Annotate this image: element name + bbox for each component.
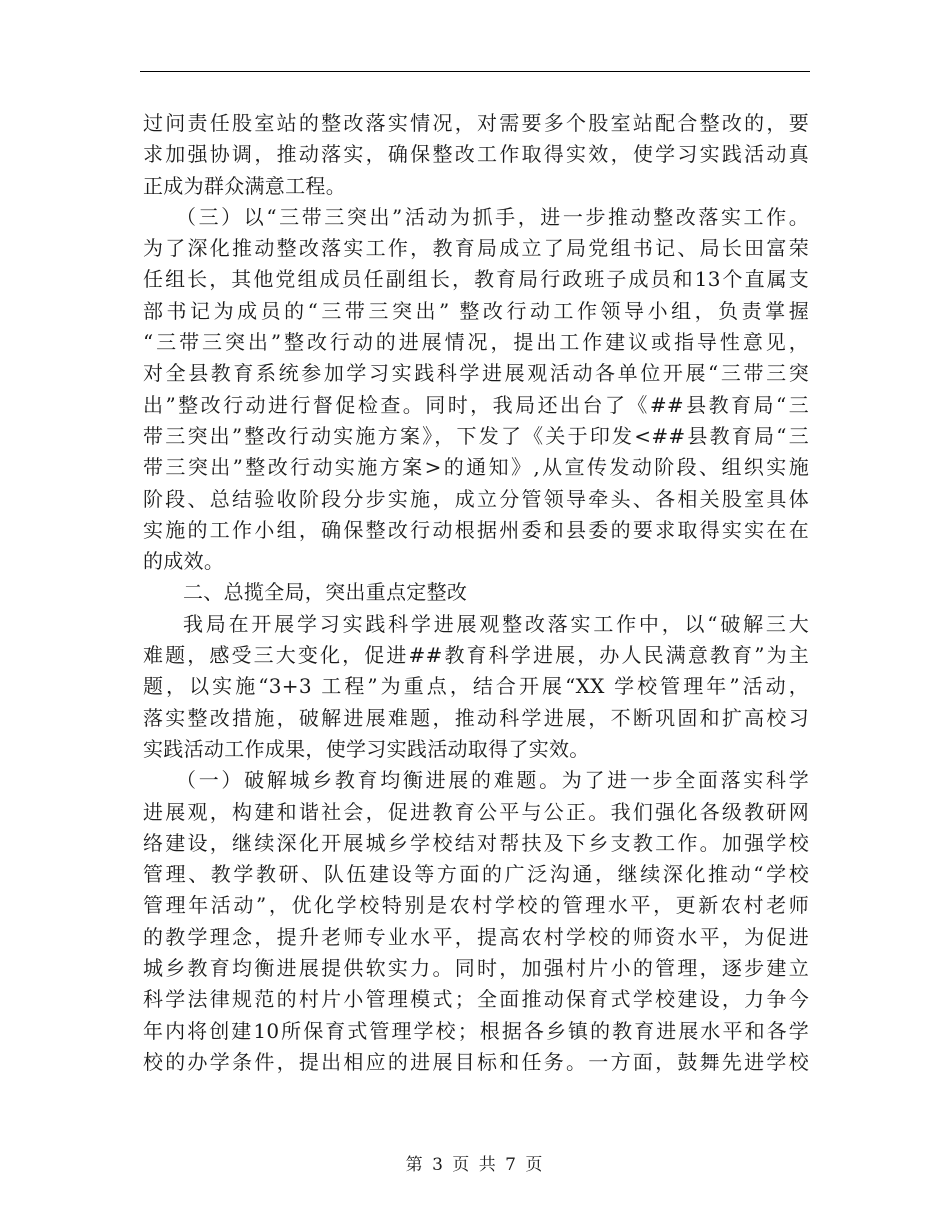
text-line: 部书记为成员的“三带三突出” 整改行动工作领导小组，负责掌握 [143,298,809,323]
section-heading: （三）以“三带三突出”活动为抓手，进一步推动整改落实工作。 [176,204,809,229]
text-line: 实施的工作小组，确保整改行动根据州委和县委的要求取得实实在在 [143,517,809,542]
section-heading: 二、总揽全局，突出重点定整改 [183,580,468,605]
text-line: 实践活动工作成果，使学习实践活动取得了实效。 [143,736,590,761]
text-line: “三带三突出”整改行动的进展情况，提出工作建议或指导性意见， [143,330,809,355]
text-line: 的教学理念，提升老师专业水平，提高农村学校的师资水平，为促进 [143,924,809,949]
text-line: 管理年活动”，优化学校特别是农村学校的管理水平，更新农村老师 [143,893,809,918]
text-line: 络建设，继续深化开展城乡学校结对帮扶及下乡支教工作。加强学校 [143,830,809,855]
header-rule [140,71,810,72]
document-body [143,108,809,1078]
text-line: 我局在开展学习实践科学进展观整改落实工作中，以“破解三大 [183,611,809,636]
text-line: 求加强协调，推动落实，确保整改工作取得实效，使学习实践活动真 [143,142,809,167]
text-line: 对全县教育系统参加学习实践科学进展观活动各单位开展“三带三突 [143,361,809,386]
text-line: 管理、教学教研、队伍建设等方面的广泛沟通，继续深化推动“学校 [143,862,809,887]
text-line: 带三突出”整改行动实施方案》，下发了《关于印发<##县教育局“三 [143,423,809,448]
text-line: 阶段、总结验收阶段分步实施，成立分管领导牵头、各相关股室具体 [143,486,809,511]
text-line: 科学法律规范的村片小管理模式；全面推动保育式学校建设，力争今 [143,987,809,1012]
page-number-footer: 第 3 页 共 7 页 [405,1155,545,1175]
text-line: 城乡教育均衡进展提供软实力。同时，加强村片小的管理，逐步建立 [143,956,809,981]
text-line: 难题，感受三大变化，促进##教育科学进展，办人民满意教育”为主 [143,643,809,668]
text-line: 校的办学条件，提出相应的进展目标和任务。一方面，鼓舞先进学校 [143,1049,809,1074]
text-line: 出”整改行动进行督促检查。同时，我局还出台了《##县教育局“三 [143,392,809,417]
text-line: 进展观，构建和谐社会，促进教育公平与公正。我们强化各级教研网 [143,799,809,824]
text-line: 任组长，其他党组成员任副组长，教育局行政班子成员和13个直属支 [143,267,809,292]
text-line: 正成为群众满意工程。 [143,173,346,198]
text-line: 带三突出”整改行动实施方案>的通知》,从宣传发动阶段、组织实施 [143,455,809,480]
text-line: 题，以实施“3+3 工程”为重点，结合开展“XX 学校管理年”活动， [143,674,809,699]
text-line: 为了深化推动整改落实工作，教育局成立了局党组书记、局长田富荣 [143,236,809,261]
text-line: 过问责任股室站的整改落实情况，对需要多个股室站配合整改的，要 [143,111,809,135]
text-line: 年内将创建10所保育式管理学校；根据各乡镇的教育进展水平和各学 [143,1018,809,1043]
text-line: 落实整改措施，破解进展难题，推动科学进展，不断巩固和扩高校习 [143,705,809,730]
text-line: 的成效。 [143,549,225,574]
section-heading: （一）破解城乡教育均衡进展的难题。为了进一步全面落实科学 [176,768,809,793]
